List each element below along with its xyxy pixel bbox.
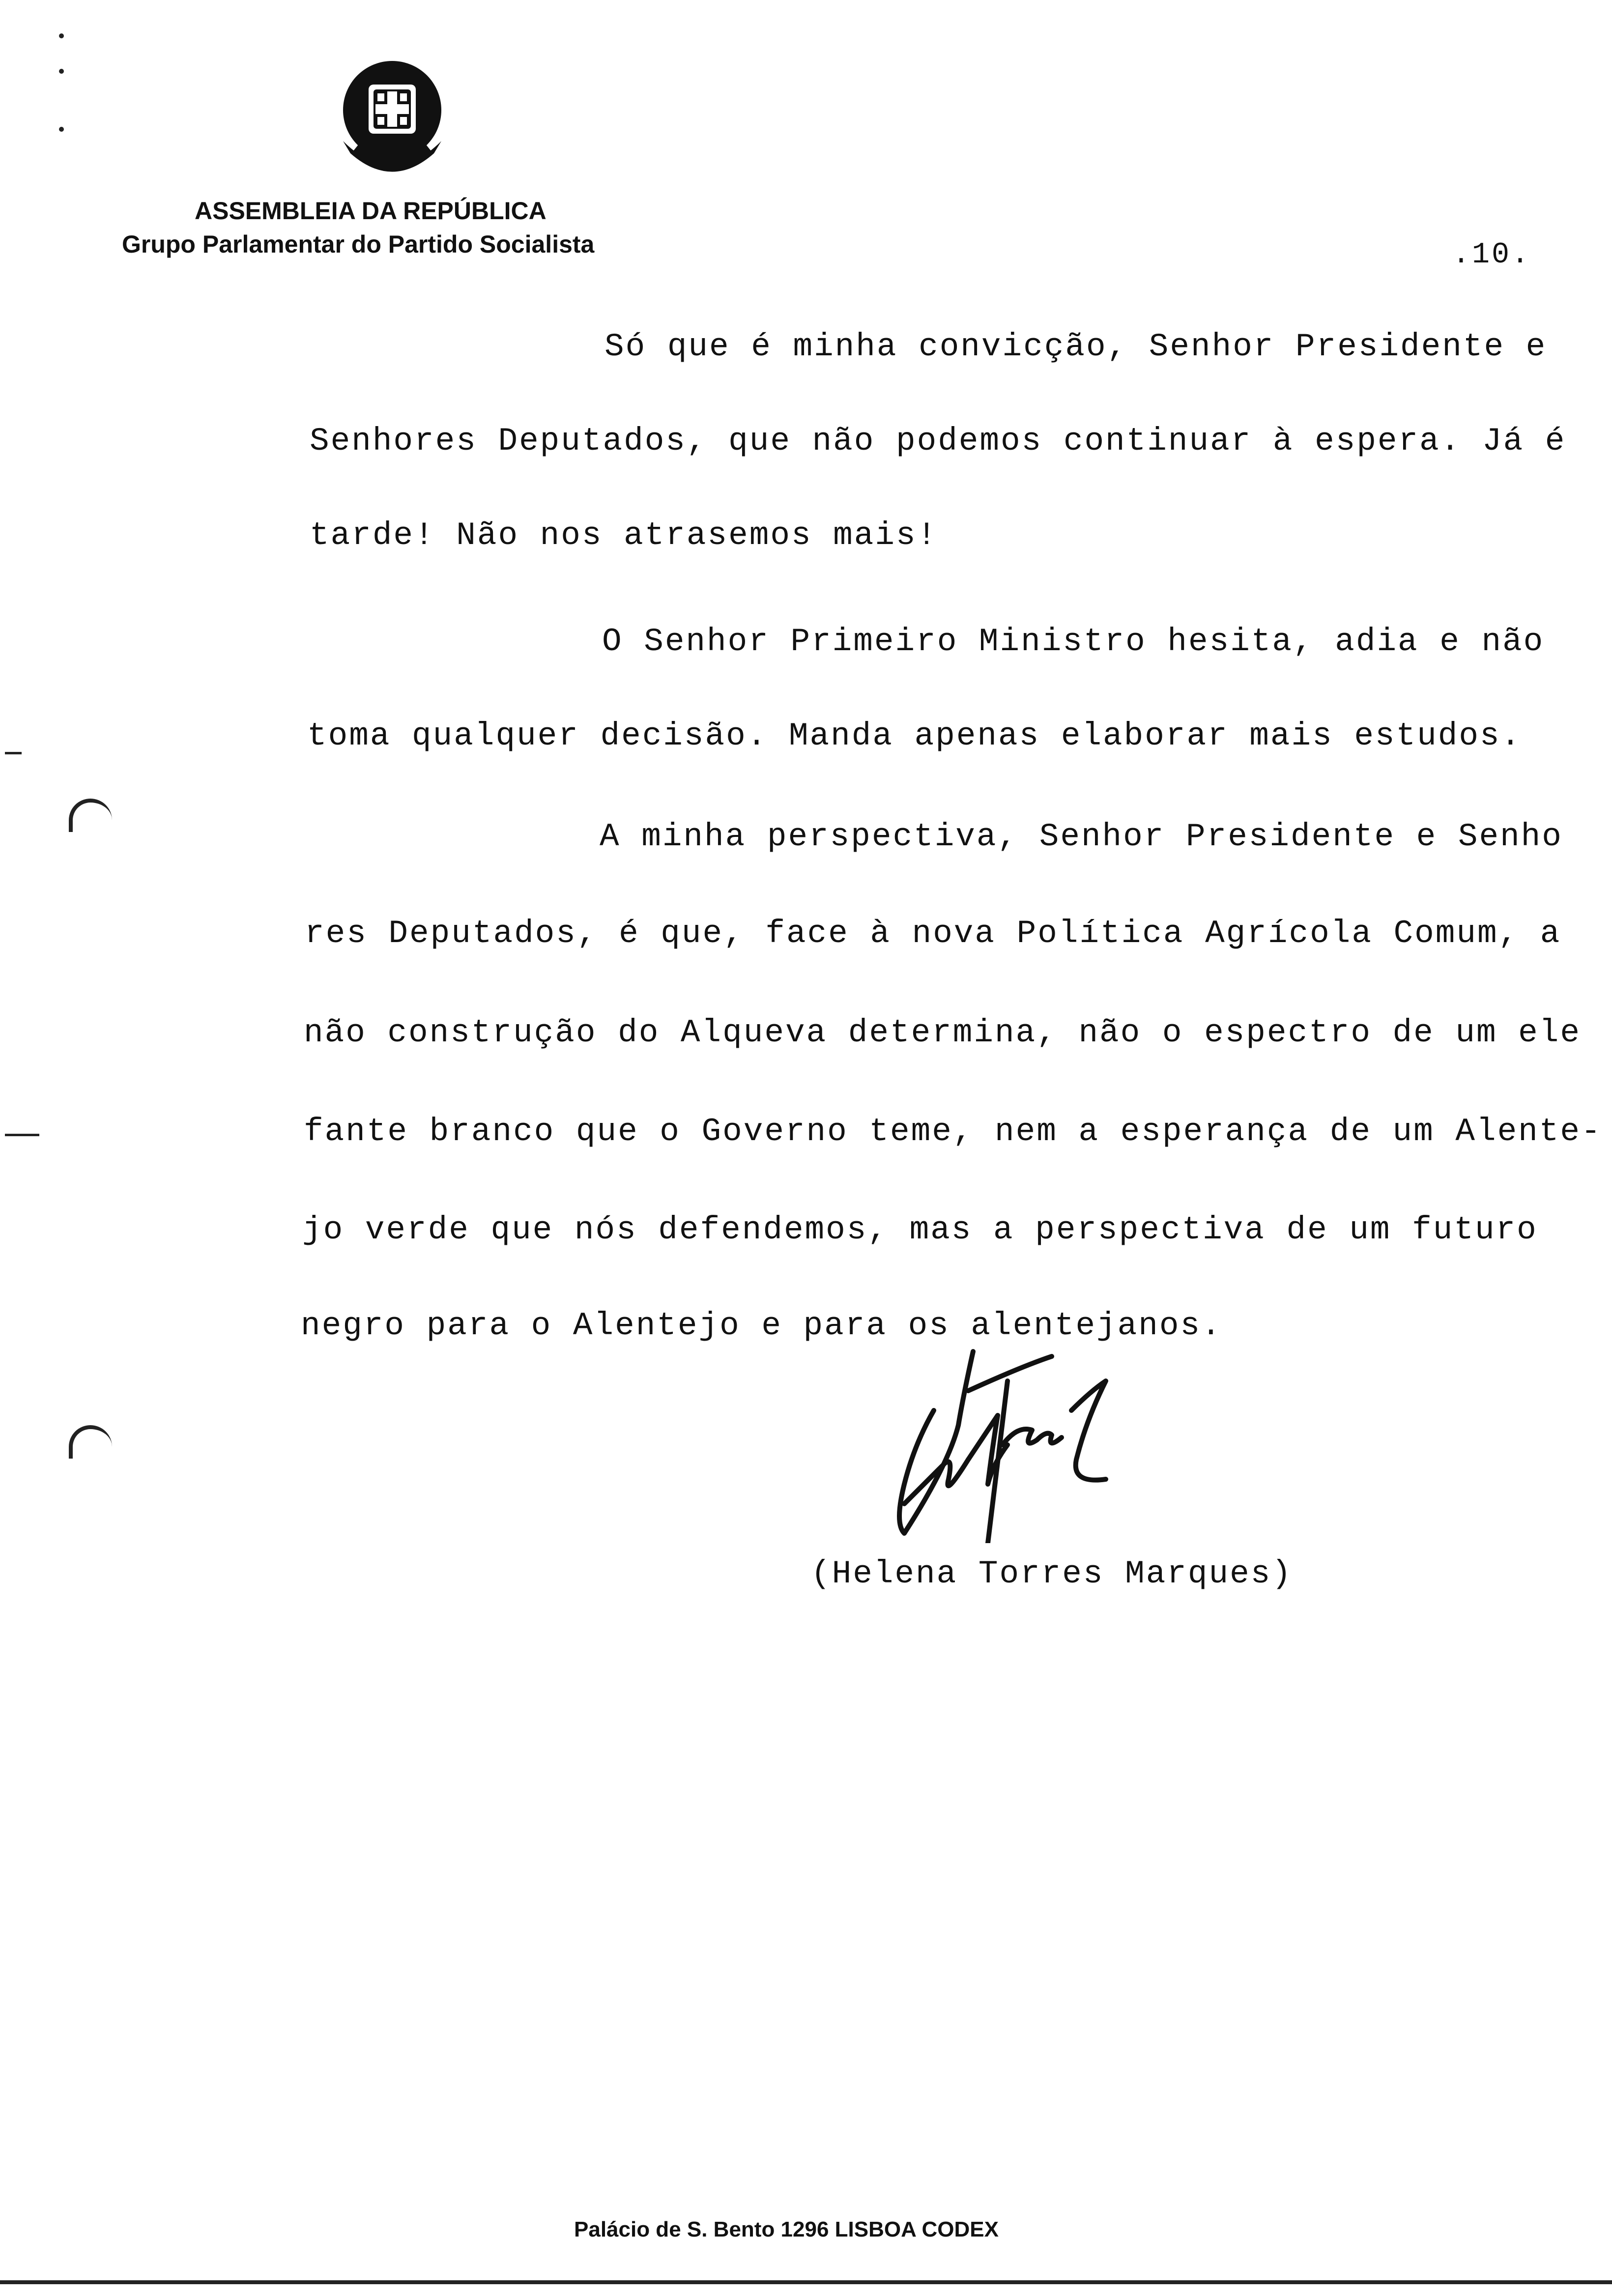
handwritten-signature	[875, 1337, 1170, 1543]
body-line: não construção do Alqueva determina, não o espectro de um ele	[304, 1014, 1581, 1051]
parliamentary-group: Grupo Parlamentar do Partido Socialista	[122, 230, 595, 258]
signatory-name: (Helena Torres Marques)	[811, 1555, 1293, 1592]
institution-name: ASSEMBLEIA DA REPÚBLICA	[195, 197, 547, 225]
bottom-rule	[0, 2280, 1612, 2284]
page-number: .10.	[1452, 238, 1531, 272]
body-line: jo verde que nós defendemos, mas a perspectiva de um futuro	[302, 1211, 1538, 1248]
margin-dash	[5, 752, 22, 754]
margin-dash	[5, 1134, 39, 1136]
body-line: tarde! Não nos atrasemos mais!	[310, 517, 938, 554]
body-line: negro para o Alentejo e para os alentejanos.	[301, 1307, 1222, 1344]
footer-address: Palácio de S. Bento 1296 LISBOA CODEX	[574, 2217, 999, 2241]
margin-dot	[59, 127, 64, 132]
coat-of-arms-icon	[328, 55, 456, 183]
punch-hole-mark	[69, 1425, 112, 1459]
punch-hole-mark	[69, 799, 112, 832]
body-line: Senhores Deputados, que não podemos continuar à espera. Já é	[310, 423, 1566, 459]
body-line: O Senhor Primeiro Ministro hesita, adia e não	[602, 623, 1545, 660]
margin-dot	[59, 69, 64, 74]
body-line: res Deputados, é que, face à nova Política Agrícola Comum, a	[305, 915, 1561, 952]
body-line: toma qualquer decisão. Manda apenas elaborar mais estudos.	[307, 718, 1522, 754]
body-line: fante branco que o Governo teme, nem a esperança de um Alente-	[304, 1113, 1602, 1150]
margin-dot	[59, 33, 64, 38]
body-line: A minha perspectiva, Senhor Presidente e Senho	[600, 818, 1563, 855]
body-line: Só que é minha convicção, Senhor Presidente e	[604, 328, 1547, 365]
